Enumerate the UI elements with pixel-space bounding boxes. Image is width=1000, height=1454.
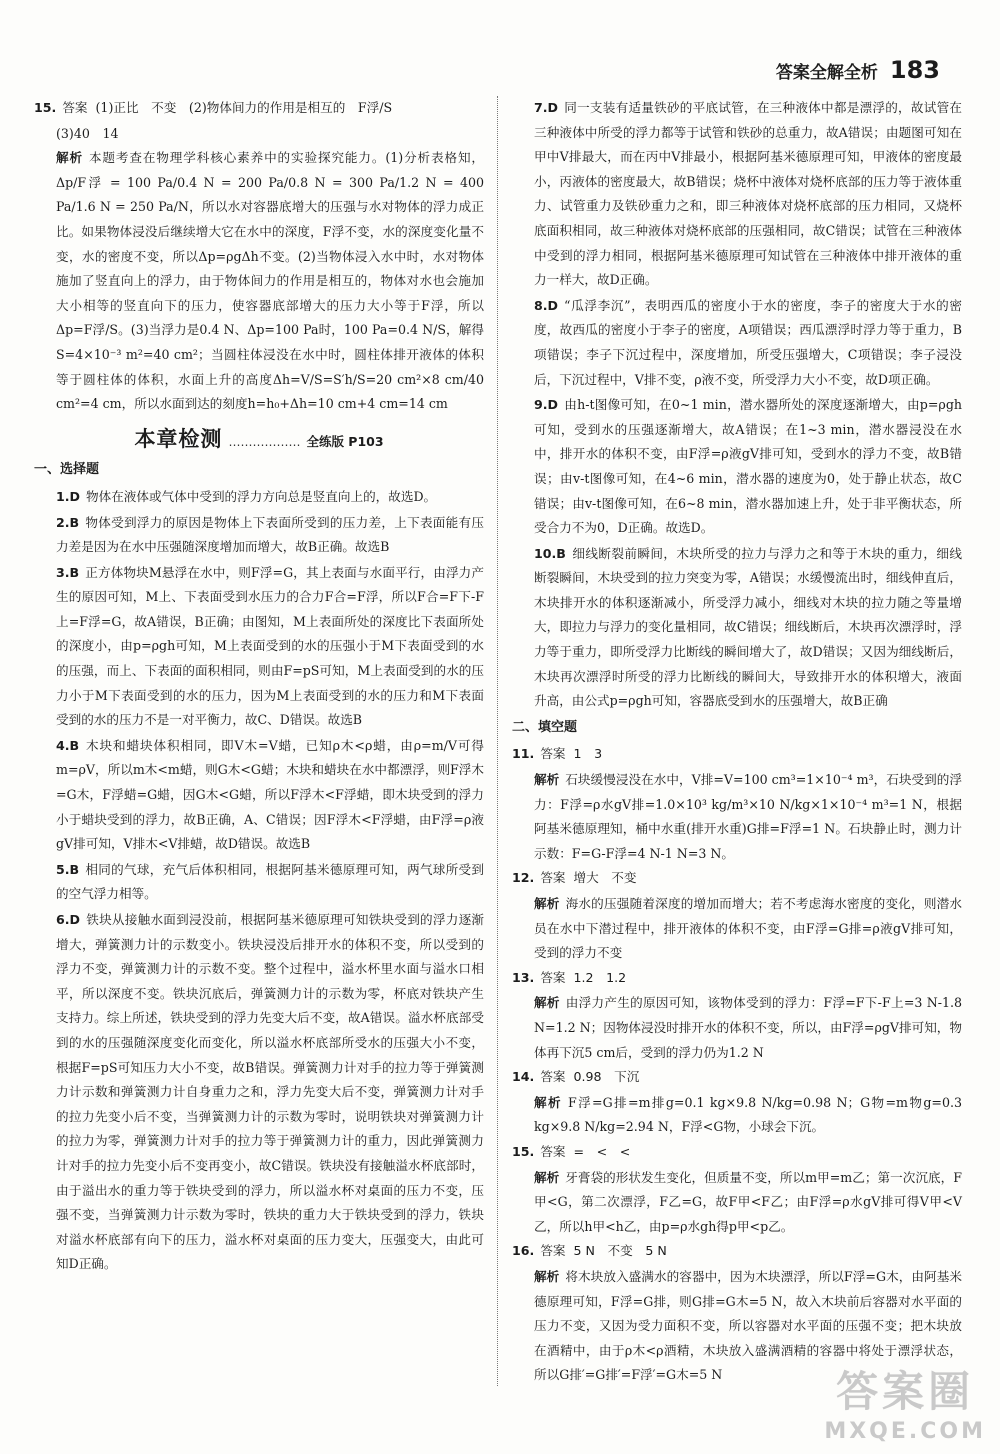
item-text: “瓜浮李沉”，表明西瓜的密度小于水的密度，李子的密度大于水的密度，故西瓜的密度小于李子的密度，A项错误；西瓜漂浮时浮力等于重力，B项错误；李子下沉过程中，深度增加，所受压强增大，C项错误；李子浸没后，下沉过程中，V排不变，ρ液不变，所受浮力大小不变，故D项正确。 [534, 297, 962, 387]
fill-number: 13. [512, 969, 535, 985]
item-2 [34, 511, 484, 560]
q15-answer-text: (1)正比 不变 (2)物体间力的作用是相互的 F浮/S [95, 100, 393, 115]
fill-14 [512, 1065, 962, 1090]
fill-answer: 1.2 1.2 [573, 969, 627, 985]
chapter-test-heading [34, 427, 484, 455]
item-number: 9.D [534, 397, 559, 413]
section-fill-title: 二、填空题 [512, 719, 578, 735]
fill-number: 12. [512, 870, 535, 886]
item-8 [512, 294, 962, 392]
answer-label: 答案 [540, 1069, 566, 1085]
item-number: 1.D [56, 488, 81, 504]
chapter-ref: 全练版 P103 [306, 433, 384, 449]
fill-15-explanation [512, 1166, 962, 1240]
item-text: 同一支装有适量铁砂的平底试管，在三种液体中都是漂浮的，故试管在三种液体中所受的浮力都等于试管和铁砂的总重力，故A错误；由题图可知在甲中V排最大，而在丙中V排最小，根据阿基米德原理可知，甲液体的密度最小，丙液体的密度最大，故B错误；烧杯中液体对烧杯底部的压力等于液体重力、试管重力及铁砂重力之和，即三种液体对烧杯底部的压力相同，又烧杯底面积相同，故三种液体对烧杯底部的压强相同，故C错误；试管在三种液体中受到的浮力相同，根据阿基米德原理可知试管在三种液体中排开液体的重力一样大，故D正确。 [534, 100, 962, 288]
item-6 [34, 908, 484, 1277]
column-divider [497, 96, 498, 1386]
item-number: 6.D [56, 912, 81, 927]
item-3 [34, 561, 484, 733]
item-number: 10.B [534, 545, 566, 561]
item-5 [34, 858, 484, 907]
item-number: 8.D [534, 297, 559, 313]
left-column [34, 96, 484, 1278]
watermark-text: 答案圈 [836, 1367, 975, 1416]
item-7 [512, 96, 962, 293]
q15-explanation-text: 本题考查在物理学科核心素养中的实验探究能力。(1)分析表格知，Δp/F浮 = 100 Pa/0.4 N = 200 Pa/0.8 N = 300 Pa/1.2 N = 400 Pa/1.6 N = 250 Pa/N，所以水对容器底增大的压强与水对物体的浮力成正比。如果物体浸没后继续增大它在水中的深度，F浮不变，水的深度变化量不变，水的密度不变，所以Δp=ρgΔh不变。(2)当物体浸入水中时，水对物体施加了竖直向上的浮力，由于物体间力的作用是相互的，物体对水也会施加大小相等的竖直向下的压力，使容器底部增大的压力大小等于F浮，所以Δp=F浮/S。(3)当浮力是0.4 N、Δp=100 Pa时，100 Pa=0.4 N/S，解得S=4×10⁻³ m²=40 cm²；当圆柱体浸没在水中时，圆柱体排开液体的体积等于圆柱体的体积，水面上升的高度Δh=V/S=S′h/S=20 cm²×8 cm/40 cm²=4 cm，所以水面到达的刻度h=h₀+Δh=10 cm+4 cm=14 cm [56, 150, 485, 412]
item-10 [512, 542, 962, 714]
item-number: 3.B [56, 564, 80, 580]
item-9 [512, 393, 962, 541]
answer-label: 答案 [540, 746, 566, 762]
fill-13 [512, 966, 962, 991]
explanation-label: 解析 [534, 1268, 560, 1284]
answer-label: 答案 [540, 1243, 566, 1259]
section-choice-title: 一、选择题 [34, 462, 100, 478]
explanation-text: 由浮力产生的原因可知，该物体受到的浮力：F浮=F下-F上=3 N-1.8 N=1.2 N；因物体浸没时排开水的体积不变，所以，由F浮=ρgV排可知，物体再下沉5 cm后，受到的浮力仍为1.2 N [534, 995, 962, 1060]
item-text: 相同的气球，充气后体积相同，根据阿基米德原理可知，两气球所受到的空气浮力相等。 [56, 861, 484, 902]
fill-number: 15. [512, 1143, 535, 1159]
fill-answer: 5 N 不变 5 N [573, 1243, 667, 1259]
fill-answer: 增大 不变 [573, 870, 637, 886]
page-header [776, 56, 940, 84]
header-title: 答案全解全析 [775, 63, 878, 83]
answer-label: 答案 [540, 870, 566, 886]
fill-12 [512, 866, 962, 891]
explanation-label: 解析 [534, 1169, 560, 1185]
explanation-label: 解析 [534, 772, 560, 788]
item-1 [34, 485, 484, 510]
fill-14-explanation [512, 1091, 962, 1140]
fill-15 [512, 1140, 962, 1165]
explanation-label: 解析 [56, 150, 83, 166]
item-text: 物体在液体或气体中受到的浮力方向总是竖直向上的，故选D。 [86, 488, 437, 504]
watermark-logo [824, 1359, 986, 1444]
q15-answer [34, 96, 484, 121]
item-number: 7.D [534, 100, 559, 115]
explanation-label: 解析 [534, 1094, 562, 1110]
q15-answer-2: (3)40 14 [56, 125, 119, 141]
fill-answer: 0.98 下沉 [573, 1069, 640, 1085]
item-number: 2.B [56, 514, 80, 530]
fill-13-explanation [512, 991, 962, 1065]
explanation-text: 石块缓慢浸没在水中，V排=V=100 cm³=1×10⁻⁴ m³，石块受到的浮力：F浮=ρ水gV排=1.0×10³ kg/m³×10 N/kg×1×10⁻⁴ m³=1 N，根据阿基米德原理知，桶中水重(排开水重)G排=F浮=1 N。石块静止时，测力计示数：F=G-F浮=4 N-1 N=3 N。 [534, 772, 963, 861]
item-text: 由h-t图像可知，在0~1 min，潜水器所处的深度逐渐增大，由p=ρgh可知，受到水的压强逐渐增大，故A错误；在1~3 min，潜水器浸没在水中，排开水的体积不变，由F浮=ρ液gV排可知，受到水的浮力不变，故B错误；由v-t图像可知，在4~6 min，潜水器的速度为0，处于静止状态，故C错误；由v-t图像可知，在6~8 min，潜水器加速上升，处于非平衡状态，所受合力不为0，D正确。故选D。 [534, 397, 962, 536]
fill-11-explanation [512, 768, 962, 866]
item-text: 细线断裂前瞬间，木块所受的拉力与浮力之和等于木块的重力，细线断裂瞬间，木块受到的拉力突变为零，A错误；水缓慢流出时，细线伸直后，木块排开水的体积逐渐减小，所受浮力减小，细线对木块的拉力随之等量增大，即拉力与浮力的变化量相同，故C错误；细线断后，木块再次漂浮时，浮力等于重力，即所受浮力比断线的瞬间增大了，故D错误；又因为细线断后，木块再次漂浮时所受的浮力比断线的瞬间大，导致排开水的体积增大，液面升高，由公式p=ρgh可知，容器底受到水的压强增大，故B正确 [534, 545, 962, 709]
explanation-text: 海水的压强随着深度的增加而增大；若不考虑海水密度的变化，则潜水员在水中下潜过程中，排开液体的体积不变，由F浮=G排=ρ液gV排可知，受到的浮力不变 [534, 896, 963, 961]
explanation-text: 牙膏袋的形状发生变化，但质量不变，所以m甲=m乙；第一次沉底，F甲<G，第二次漂浮，F乙=G，故F甲<F乙；由F浮=ρ水gV排可得V甲<V乙，所以h甲<h乙，由p=ρ水gh得p甲<p乙。 [534, 1169, 962, 1234]
item-text: 铁块从接触水面到浸没前，根据阿基米德原理可知铁块受到的浮力逐渐增大，弹簧测力计的示数变小。铁块浸没后排开水的体积不变，所以受到的浮力不变，弹簧测力计的示数不变。整个过程中，溢水杯里水面与溢水口相平，所以深度不变。铁块沉底后，弹簧测力计的示数为零，杯底对铁块产生支持力。综上所述，铁块受到的浮力先变大后不变，故A错误。溢水杯底部受到的水的压强随深度变化而变化，所以溢水杯底部所受水的压强大小不变，根据F=pS可知压力大小不变，故B错误。弹簧测力计对手的拉力等于弹簧测力计示数和弹簧测力计自身重力之和，浮力先变大后不变，弹簧测力计对手的拉力先变小后不变，当弹簧测力计的示数为零时，说明铁块对弹簧测力计的拉力为零，弹簧测力计对手的拉力等于弹簧测力计的重力，因此弹簧测力计对手的拉力先变小后不变再变小，故C错误。铁块没有接触溢水杯底部时，由于溢出水的重力等于铁块受到的浮力，所以溢水杯对桌面的压力不变，压强不变，当弹簧测力计示数为零时，铁块的重力大于铁块受到的浮力，铁块对溢水杯底部有向下的压力，溢水杯对桌面的压力变大，压强变大，由此可知D正确。 [56, 912, 484, 1272]
explanation-label: 解析 [534, 995, 560, 1011]
right-column [512, 96, 962, 1388]
chapter-title: 本章检测 [134, 426, 223, 451]
item-number: 5.B [56, 861, 80, 877]
fill-answer: 1 3 [573, 746, 603, 762]
item-4 [34, 734, 484, 857]
fill-16 [512, 1239, 962, 1264]
page-number: 183 [889, 56, 940, 84]
chapter-dots: ……………… [228, 434, 301, 449]
explanation-label: 解析 [534, 896, 560, 911]
fill-answer: = < < [573, 1143, 631, 1159]
item-text: 木块和蜡块体积相同，即V木=V蜡，已知ρ木<ρ蜡，由ρ=m/V可得m=ρV，所以m木<m蜡，则G木<G蜡；木块和蜡块在水中都漂浮，则F浮木=G木，F浮蜡=G蜡，因G木<G蜡，所以F浮木<F浮蜡，即木块受到的浮力小于蜡块受到的浮力，故B正确，A、C错误；因F浮木<F浮蜡，由F浮=ρ液gV排可知，V排木<V排蜡，故D错误。故选B [56, 737, 484, 852]
explanation-text: F浮=G排=m排g=0.1 kg×9.8 N/kg=0.98 N；G物=m物g=0.3 kg×9.8 N/kg=2.94 N，F浮<G物，小球会下沉。 [534, 1094, 962, 1135]
item-text: 物体受到浮力的原因是物体上下表面所受到的压力差，上下表面能有压力差是因为在水中压强随深度增加而增大，故B正确。故选B [56, 514, 484, 555]
answer-label: 答案 [62, 100, 88, 115]
item-text: 正方体物块M悬浮在水中，则F浮=G，其上表面与水面平行，由浮力产生的原因可知，M上、下表面受到水压力的合力F合=F浮，所以F合=F下-F上=F浮=G，故A错误，B正确；由图知，M上表面所处的深度比下表面所处的深度小，由p=ρgh可知，M上表面受到的水的压强小于M下表面受到的水的压强，而上、下表面的面积相同，则由F=pS可知，M上表面受到的水的压力小于M下表面受到的水的压力，因为M上表面受到的水的压力和M下表面受到的水的压力不是一对平衡力，故C、D错误。故选B [56, 564, 484, 728]
watermark-url: MXQE.COM [824, 1419, 986, 1444]
fill-number: 16. [512, 1243, 535, 1259]
fill-11 [512, 742, 962, 767]
explanation-text: 将木块放入盛满水的容器中，因为木块漂浮，所以F浮=G木，由阿基米德原理可知，F浮=G排，则G排=G木=5 N，故入木块前后容器对水平面的压力不变，又因为受力面积不变，所以容器对水平面的压强不变；把木块放在酒精中，由于ρ木<ρ酒精，木块放入盛满酒精的容器中将处于漂浮状态，所以G排′=G排′=F浮′=G木=5 N [534, 1268, 962, 1383]
fill-12-explanation [512, 892, 962, 966]
fill-number: 11. [512, 746, 535, 762]
answer-label: 答案 [540, 1143, 566, 1159]
fill-number: 14. [512, 1069, 535, 1085]
q15-explanation [34, 146, 484, 417]
answer-label: 答案 [540, 969, 566, 985]
item-number: 4.B [56, 737, 80, 753]
q15-number: 15. [34, 100, 57, 115]
